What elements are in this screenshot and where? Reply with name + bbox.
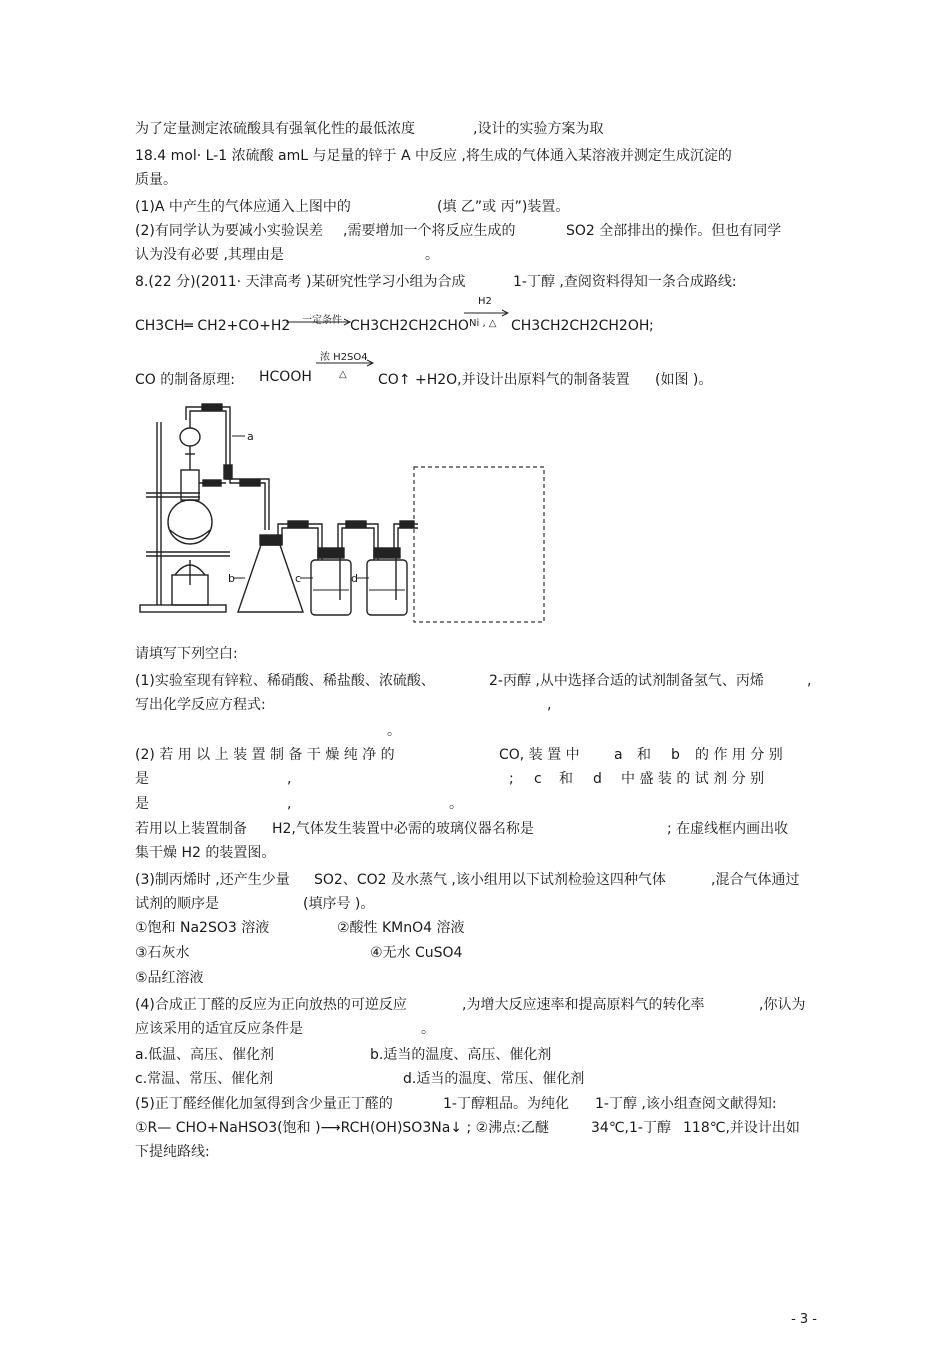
reaction-condition: H2 xyxy=(478,296,492,307)
text-span: 认为没有必要 ,其理由是 xyxy=(135,247,284,263)
label-c: c xyxy=(295,572,302,585)
reaction-intermediate: CH3CH2CH2CHO xyxy=(350,318,469,334)
text-span: b.适当的温度、高压、催化剂 xyxy=(370,1047,552,1063)
text-span: ④无水 CuSO4 xyxy=(370,945,463,961)
text-span: d.适当的温度、常压、催化剂 xyxy=(403,1071,585,1087)
text-span: ,混合气体通过 xyxy=(711,872,800,888)
text-span: 为了定量测定浓硫酸具有强氧化性的最低浓度 xyxy=(135,121,415,137)
text-span: 1-丁醇 ,查阅资料得知一条合成路线: xyxy=(513,274,737,290)
label-b: b xyxy=(228,572,235,585)
text-span: 和 xyxy=(637,747,651,763)
page-number: - 3 - xyxy=(791,1312,817,1327)
text-span: ; 在虚线框内画出收 xyxy=(667,821,789,837)
reaction-condition: 一定条件 xyxy=(302,315,342,326)
text-span: , xyxy=(287,796,292,812)
text-span: , xyxy=(807,673,812,689)
text-span: (5)正丁醛经催化加氢得到含少量正丁醛的 xyxy=(135,1096,393,1112)
text-span: 是 xyxy=(135,771,149,787)
text-span: (1)实验室现有锌粒、稀硝酸、稀盐酸、浓硫酸、 xyxy=(135,673,435,689)
reaction-reactants: CH3CH═ CH2+CO+H2 xyxy=(135,318,291,334)
text-span: 。 xyxy=(387,723,401,739)
text-span: (4)合成正丁醛的反应为正向放热的可逆反应 xyxy=(135,997,407,1013)
text-span: 集干燥 H2 的装置图。 xyxy=(135,845,276,861)
text-span: ③石灰水 xyxy=(135,945,190,961)
text-span: SO2 全部排出的操作。但也有同学 xyxy=(566,223,782,239)
text-span: (3)制丙烯时 ,还产生少量 xyxy=(135,872,290,888)
text-span: ,设计的实验方案为取 xyxy=(473,121,604,137)
label-d: d xyxy=(351,572,358,585)
reaction-reactant: HCOOH xyxy=(259,369,312,385)
text-span: H2,气体发生装置中必需的玻璃仪器名称是 xyxy=(272,821,534,837)
reaction-end: ; xyxy=(649,318,654,334)
text-span: 1-丁醇粗品。为纯化 xyxy=(443,1096,569,1112)
reaction-condition: △ xyxy=(339,369,347,380)
text-span: ②酸性 KMnO4 溶液 xyxy=(337,920,465,936)
text-span: ①R— CHO+NaHSO3(饱和 )⟶RCH(OH)SO3Na↓ ; ②沸点:乙醚 xyxy=(135,1120,549,1136)
text-span: 1-丁醇 ,该小组查阅文献得知: xyxy=(595,1096,777,1112)
text-span: 中 盛 装 的 试 剂 分 别 xyxy=(621,771,765,787)
text-span: ,你认为 xyxy=(759,997,806,1013)
text-span: 质量。 xyxy=(135,172,177,188)
label-a: a xyxy=(247,430,254,443)
text-span: 。 xyxy=(425,247,439,263)
reaction-condition: 浓 H2SO4 xyxy=(320,352,368,363)
text-span: 2-丙醇 ,从中选择合适的试剂制备氢气、丙烯 xyxy=(489,673,764,689)
text-span: 应该采用的适宜反应条件是 xyxy=(135,1021,303,1037)
text-span: SO2、CO2 及水蒸气 ,该小组用以下试剂检验这四种气体 xyxy=(314,872,666,888)
text-span: 是 xyxy=(135,796,149,812)
reaction-arrow xyxy=(0,350,950,380)
text-span: ,需要增加一个将反应生成的 xyxy=(343,223,516,239)
text-span: 8.(22 分)(2011· 天津高考 )某研究性学习小组为合成 xyxy=(135,274,466,290)
text-span: 写出化学反应方程式: xyxy=(135,697,266,713)
text-span: (2) 若 用 以 上 装 置 制 备 干 燥 纯 净 的 xyxy=(135,747,395,763)
text-span: 试剂的顺序是 xyxy=(135,896,219,912)
text-span: 18.4 mol· L-1 浓硫酸 amL 与足量的锌于 A 中反应 ,将生成的气体通入某溶液并测定生成沉淀的 xyxy=(135,148,732,164)
text-span: d xyxy=(593,771,602,787)
text-span: ①饱和 Na2SO3 溶液 xyxy=(135,920,270,936)
text-span: ; xyxy=(509,771,514,787)
text-span: c.常温、常压、催化剂 xyxy=(135,1071,274,1087)
text-span: (填 乙”或 丙”)装置。 xyxy=(437,199,570,215)
text-span: 。 xyxy=(421,1021,435,1037)
text-span: ⑤品红溶液 xyxy=(135,970,204,986)
text-span: b xyxy=(671,747,680,763)
text-span: 的 作 用 分 别 xyxy=(695,747,783,763)
text-span: a xyxy=(614,747,623,763)
reaction-condition: Ni , △ xyxy=(469,318,497,329)
text-span: 34℃,1-丁醇 xyxy=(591,1120,671,1136)
text-span: (1)A 中产生的气体应通入上图中的 xyxy=(135,199,351,215)
text-span: CO, 装 置 中 xyxy=(499,747,580,763)
text-span: 118℃,并设计出如 xyxy=(683,1120,800,1136)
text-span: 和 xyxy=(559,771,573,787)
text-span: a.低温、高压、催化剂 xyxy=(135,1047,275,1063)
text-span: , xyxy=(287,771,292,787)
text-span: 下提纯路线: xyxy=(135,1144,210,1160)
reaction-tail: (如图 )。 xyxy=(655,372,713,388)
text-span: 。 xyxy=(449,796,463,812)
reaction-product: CO↑ +H2O,并设计出原料气的制备装置 xyxy=(378,372,630,388)
text-span: (填序号 )。 xyxy=(303,896,375,912)
text-span: ,为增大反应速率和提高原料气的转化率 xyxy=(462,997,705,1013)
text-span: , xyxy=(547,697,552,713)
text-span: 若用以上装置制备 xyxy=(135,821,247,837)
reaction-label: CO 的制备原理: xyxy=(135,372,235,388)
apparatus-figure xyxy=(0,400,950,630)
text-span: 请填写下列空白: xyxy=(135,646,238,662)
reaction-arrows xyxy=(0,300,950,340)
text-span: c xyxy=(534,771,542,787)
reaction-product: CH3CH2CH2CH2OH xyxy=(511,318,650,334)
text-span: (2)有同学认为要减小实验误差 xyxy=(135,223,323,239)
